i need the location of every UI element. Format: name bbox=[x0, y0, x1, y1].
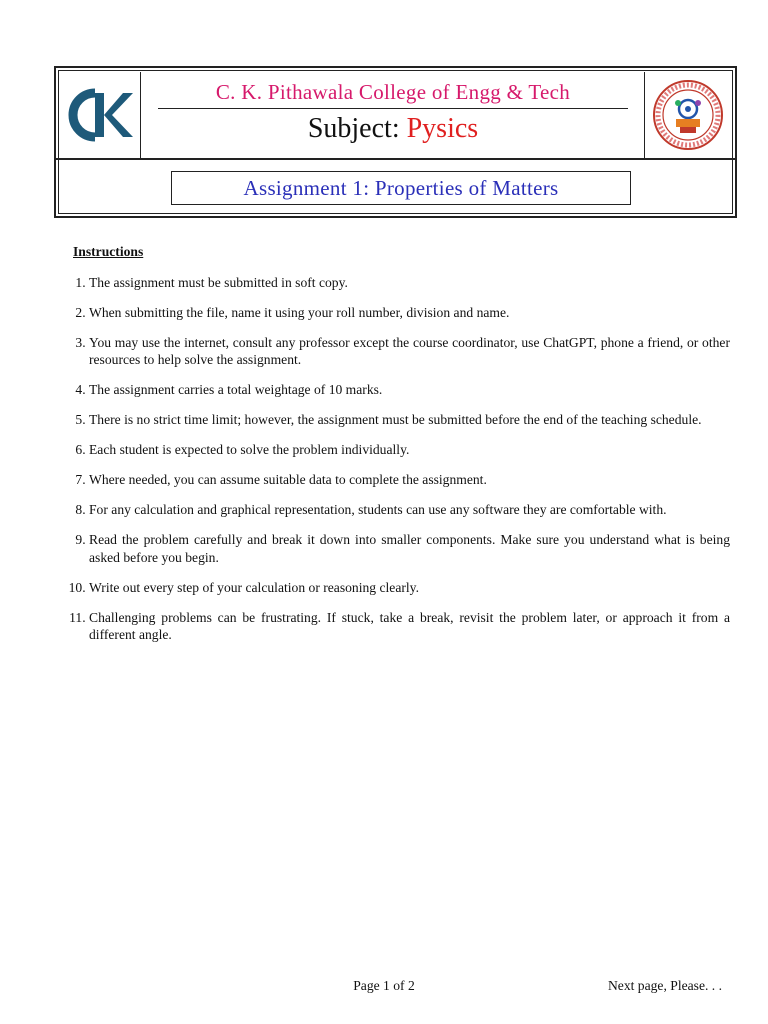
list-item: 6. Each student is expected to solve the problem individually. bbox=[89, 441, 730, 459]
college-seal-icon bbox=[652, 79, 724, 151]
subject-value: Pysics bbox=[406, 113, 479, 144]
next-page-note: Next page, Please. . . bbox=[607, 978, 722, 993]
assignment-title: Assignment 1: Properties of Matters bbox=[171, 171, 631, 205]
document-header bbox=[54, 66, 737, 218]
list-item: 4. The assignment carries a total weightage of 10 marks. bbox=[89, 381, 730, 399]
subject-line bbox=[142, 113, 644, 145]
header-title-block bbox=[142, 74, 644, 154]
list-item: 2. When submitting the file, name it using your roll number, division and name. bbox=[89, 304, 730, 322]
list-item: 7. Where needed, you can assume suitable data to complete the assignment. bbox=[89, 471, 730, 489]
college-name: C. K. Pithawala College of Engg & Tech bbox=[158, 80, 628, 109]
list-item: 9. Read the problem carefully and break it down into smaller components. Make sure you understand what is being asked before you begin. bbox=[89, 531, 730, 566]
list-item: 3. You may use the internet, consult any professor except the course coordinator, use ChatGPT, phone a friend, or other resources to help solve the assignment. bbox=[89, 334, 730, 369]
header-top-row bbox=[56, 68, 735, 160]
instructions-section bbox=[62, 243, 730, 656]
subject-label: Subject: bbox=[307, 113, 400, 144]
page-number: Page 1 of 2 bbox=[353, 978, 415, 993]
college-seal-right bbox=[644, 72, 731, 158]
list-item: 10. Write out every step of your calculation or reasoning clearly. bbox=[89, 579, 730, 597]
instructions-title: Instructions bbox=[73, 244, 144, 259]
list-item: 5. There is no strict time limit; however, the assignment must be submitted before the end of the teaching schedule. bbox=[89, 411, 730, 429]
list-item: 8. For any calculation and graphical representation, students can use any software they are comfortable with. bbox=[89, 501, 730, 519]
ck-logo-icon bbox=[65, 87, 135, 143]
list-item: 11. Challenging problems can be frustrating. If stuck, take a break, revisit the problem later, or approach it from a different angle. bbox=[89, 609, 730, 644]
college-logo-left bbox=[60, 72, 141, 158]
list-item: 1. The assignment must be submitted in soft copy. bbox=[89, 274, 730, 292]
instructions-list bbox=[62, 274, 730, 644]
